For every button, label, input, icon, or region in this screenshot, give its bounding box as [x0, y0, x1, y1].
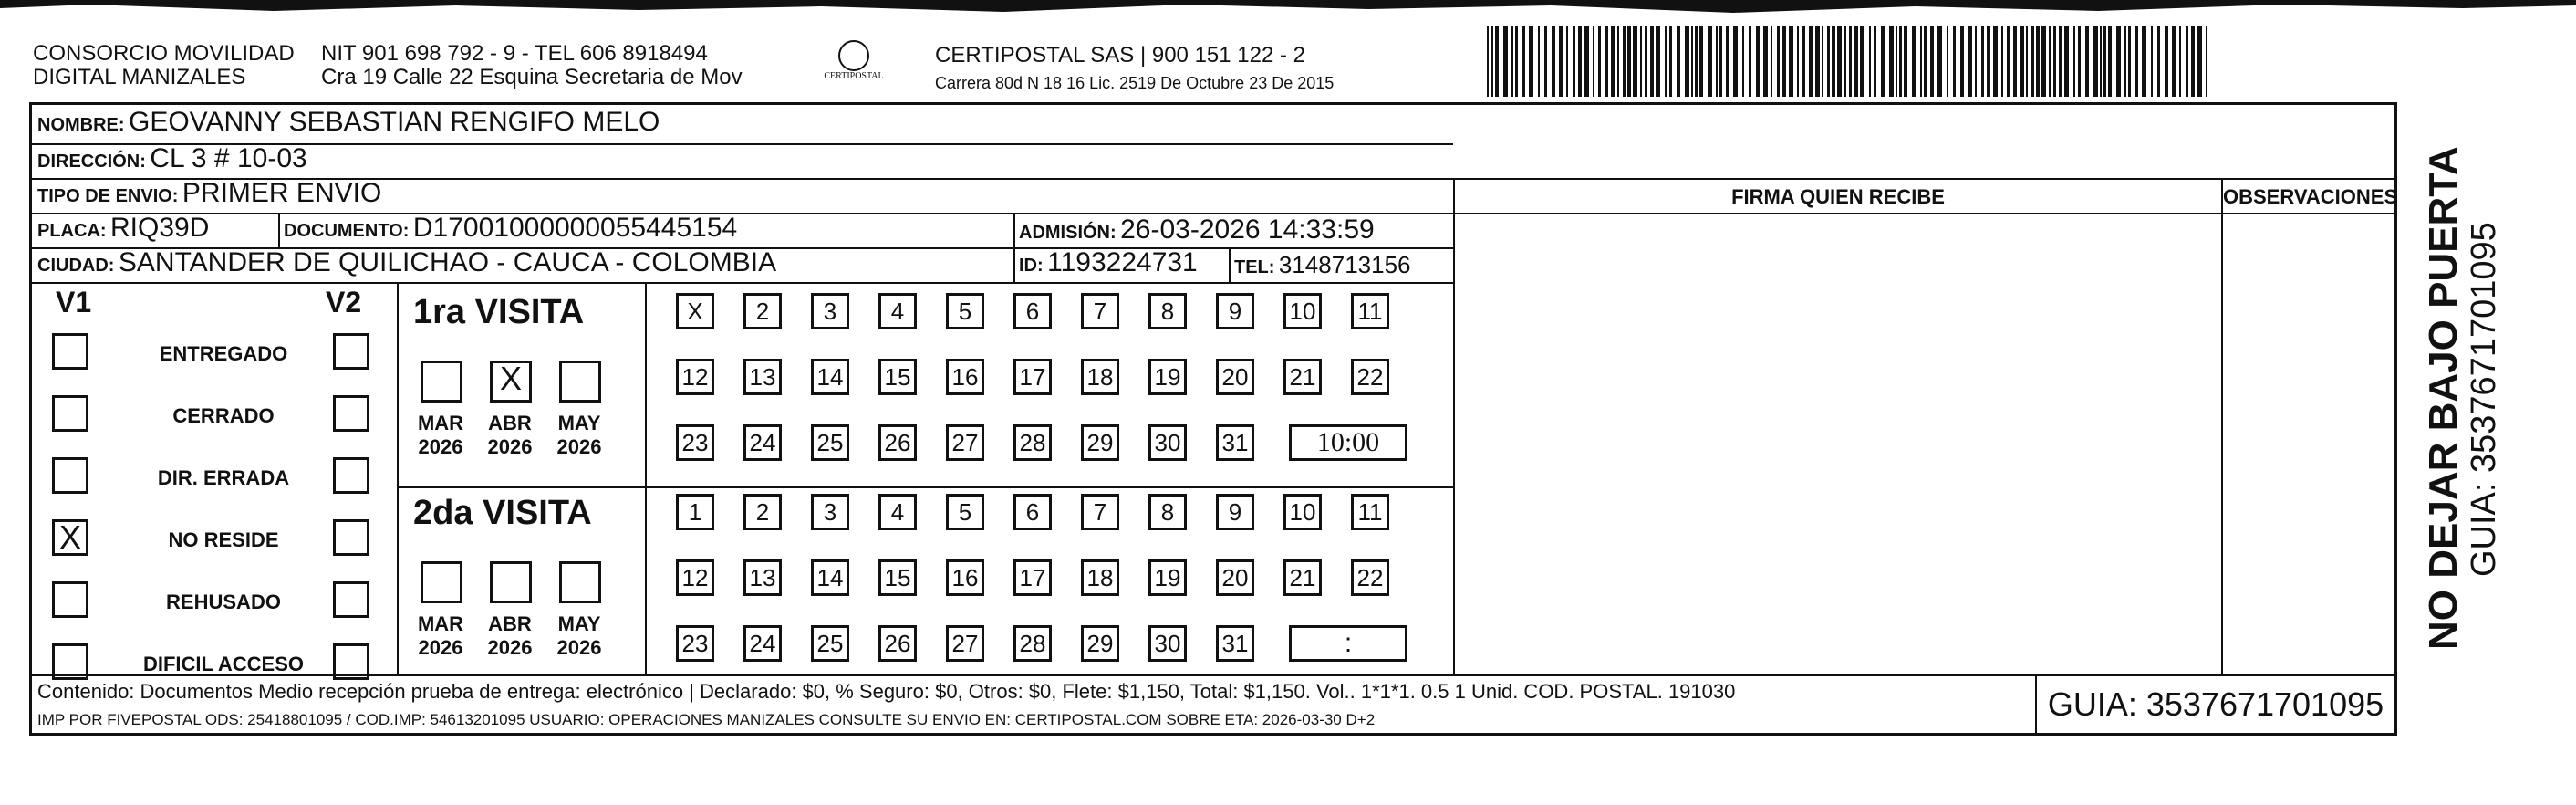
barcode-bar: [1522, 26, 1525, 97]
day-box[interactable]: 16: [946, 559, 984, 596]
v2-checkbox[interactable]: [333, 643, 369, 680]
day-box[interactable]: 23: [676, 625, 714, 662]
day-box[interactable]: 4: [878, 293, 917, 329]
barcode-bar: [1578, 26, 1582, 97]
barcode-bar: [2001, 26, 2003, 97]
barcode-bar: [2031, 26, 2034, 97]
barcode-bar: [2026, 26, 2028, 97]
day-box[interactable]: 9: [1216, 494, 1254, 530]
visit2-time[interactable]: :: [1289, 625, 1407, 662]
barcode-bar: [2013, 26, 2017, 97]
barcode-bar: [2142, 26, 2146, 97]
barcode-bar: [1827, 26, 1830, 97]
month-checkbox[interactable]: [421, 361, 462, 402]
barcode-bar: [1832, 26, 1835, 97]
day-box[interactable]: 29: [1081, 625, 1119, 662]
ciudad-field: [37, 247, 776, 278]
day-box[interactable]: 25: [811, 424, 849, 461]
barcode-bar: [1777, 26, 1780, 97]
month-checkbox[interactable]: [559, 361, 601, 402]
barcode-bar: [1960, 26, 1964, 97]
barcode-bar: [1968, 26, 1972, 97]
barcode-bar: [2085, 26, 2089, 97]
status-label: ENTREGADO: [159, 342, 288, 365]
barcode-bar: [2036, 26, 2040, 97]
month-checkbox[interactable]: [490, 561, 532, 603]
v2-header: V2: [326, 286, 362, 319]
barcode-bar: [1544, 26, 1547, 97]
day-box[interactable]: 23: [676, 424, 714, 461]
barcode-bar: [2206, 26, 2207, 97]
barcode: [1487, 26, 2217, 97]
barcode-bar: [1763, 26, 1768, 97]
barcode-bar: [1623, 26, 1626, 97]
direccion-field: [37, 143, 307, 174]
firma-header: FIRMA QUIEN RECIBE: [1731, 185, 1945, 208]
barcode-bar: [1920, 26, 1922, 97]
month-checkbox[interactable]: [559, 561, 601, 603]
barcode-bar: [1899, 26, 1902, 97]
barcode-bar: [1598, 26, 1601, 97]
direccion-value: CL 3 # 10-03: [150, 143, 307, 173]
month-checkbox[interactable]: [421, 561, 462, 603]
org-line-1: CONSORCIO MOVILIDAD: [33, 41, 295, 66]
v1-checkbox[interactable]: [52, 643, 88, 680]
barcode-bar: [1640, 26, 1642, 97]
v2-checkbox[interactable]: [333, 519, 369, 556]
tipo-envio-value: PRIMER ENVIO: [182, 178, 382, 208]
day-box[interactable]: 18: [1081, 359, 1119, 395]
barcode-bar: [1822, 26, 1823, 97]
barcode-bar: [2059, 26, 2062, 97]
day-box[interactable]: 16: [946, 359, 984, 395]
day-box[interactable]: 11: [1351, 293, 1389, 329]
day-box[interactable]: 31: [1216, 625, 1254, 662]
organization-nit: [321, 42, 743, 89]
status-label: REHUSADO: [166, 591, 281, 613]
barcode-bar: [1491, 26, 1493, 97]
day-box[interactable]: 4: [878, 494, 917, 530]
barcode-bar: [1665, 26, 1667, 97]
status-label: CERRADO: [172, 404, 275, 427]
barcode-bar: [1695, 26, 1698, 97]
day-box[interactable]: 13: [743, 359, 782, 395]
v2-checkbox[interactable]: [333, 333, 369, 370]
barcode-bar: [2197, 26, 2202, 97]
barcode-bar: [2064, 26, 2069, 97]
day-box[interactable]: 10: [1283, 494, 1322, 530]
barcode-bar: [1924, 26, 1927, 97]
v2-checkbox[interactable]: [333, 457, 369, 494]
barcode-bar: [2157, 26, 2160, 97]
day-box[interactable]: 1: [676, 494, 714, 530]
day-box[interactable]: 22: [1351, 359, 1389, 395]
barcode-bar: [2165, 26, 2168, 97]
status-label: DIFICIL ACCESO: [142, 653, 304, 675]
day-box[interactable]: 15: [878, 559, 917, 596]
org-line-2: DIGITAL MANIZALES: [33, 65, 246, 89]
barcode-bar: [2078, 26, 2081, 97]
month-label: ABR 2026: [487, 412, 533, 458]
v1-header: V1: [56, 286, 92, 319]
month-label: MAY 2026: [556, 612, 602, 659]
day-box[interactable]: 19: [1148, 359, 1187, 395]
day-box[interactable]: 28: [1013, 424, 1052, 461]
barcode-bar: [1904, 26, 1907, 97]
barcode-bar: [1529, 26, 1533, 97]
day-box[interactable]: 17: [1013, 559, 1052, 596]
barcode-bar: [1844, 26, 1846, 97]
barcode-bar: [1802, 26, 1805, 97]
barcode-bar: [1889, 26, 1894, 97]
v1-checkbox[interactable]: [52, 395, 88, 432]
barcode-bar: [1538, 26, 1540, 97]
barcode-bar: [1869, 26, 1871, 97]
barcode-bar: [2093, 26, 2098, 97]
barcode-bar: [1749, 26, 1751, 97]
tel-label: TEL:: [1234, 257, 1275, 277]
day-box[interactable]: 11: [1351, 494, 1389, 530]
delivery-form: [29, 102, 2397, 736]
carrier-line-1: CERTIPOSTAL SAS | 900 151 122 - 2: [935, 43, 1305, 68]
observaciones-header: OBSERVACIONES: [2223, 185, 2398, 208]
v2-checkbox[interactable]: [333, 581, 369, 618]
v2-checkbox[interactable]: [333, 395, 369, 432]
day-box[interactable]: 25: [811, 625, 849, 662]
day-box[interactable]: 21: [1283, 359, 1322, 395]
barcode-bar: [1742, 26, 1744, 97]
barcode-bar: [1771, 26, 1772, 97]
barcode-bar: [1573, 26, 1575, 97]
month-label: MAR 2026: [417, 612, 464, 659]
barcode-bar: [1566, 26, 1568, 97]
barcode-bar: [1503, 26, 1508, 97]
day-box[interactable]: 5: [946, 293, 984, 329]
barcode-bar: [1677, 26, 1680, 97]
barcode-bar: [1782, 26, 1786, 97]
barcode-bar: [2041, 26, 2046, 97]
barcode-bar: [2116, 26, 2121, 97]
day-box[interactable]: 19: [1148, 559, 1187, 596]
barcode-bar: [2135, 26, 2138, 97]
day-box[interactable]: 28: [1013, 625, 1052, 662]
nit-line-2: Cra 19 Calle 22 Esquina Secretaria de Mov: [321, 65, 743, 89]
barcode-bar: [1691, 26, 1693, 97]
barcode-bar: [1552, 26, 1555, 97]
barcode-bar: [1993, 26, 1998, 97]
day-box[interactable]: 30: [1148, 424, 1187, 461]
side-guia: GUIA: 3537671701095: [2465, 222, 2503, 577]
day-box[interactable]: 22: [1351, 559, 1389, 596]
barcode-bar: [2100, 26, 2102, 97]
barcode-bar: [1797, 26, 1799, 97]
barcode-bar: [1699, 26, 1703, 97]
tipo-envio-field: [37, 178, 381, 209]
organization-name: [33, 42, 295, 89]
barcode-bar: [1559, 26, 1563, 97]
day-box[interactable]: X: [676, 293, 714, 329]
barcode-bar: [2049, 26, 2051, 97]
barcode-bar: [1930, 26, 1934, 97]
day-box[interactable]: 20: [1216, 559, 1254, 596]
admision-field: [1019, 214, 1375, 246]
barcode-bar: [1584, 26, 1589, 97]
day-box[interactable]: 27: [946, 424, 984, 461]
visit1-time[interactable]: 10:00: [1289, 424, 1407, 461]
barcode-bar: [1953, 26, 1956, 97]
barcode-bar: [1716, 26, 1718, 97]
barcode-bar: [2020, 26, 2024, 97]
barcode-bar: [1756, 26, 1760, 97]
month-label: ABR 2026: [487, 612, 533, 659]
barcode-bar: [2108, 26, 2112, 97]
barcode-bar: [1987, 26, 1990, 97]
barcode-bar: [1981, 26, 1984, 97]
carrier-line-2: Carrera 80d N 18 16 Lic. 2519 De Octubre 23 De 2015: [935, 74, 1335, 92]
tel-field: [1234, 251, 1411, 279]
barcode-bar: [1881, 26, 1885, 97]
day-box[interactable]: 7: [1081, 293, 1119, 329]
nombre-label: NOMBRE:: [37, 115, 125, 135]
barcode-bar: [1789, 26, 1793, 97]
day-box[interactable]: 12: [676, 559, 714, 596]
barcode-bar: [1685, 26, 1689, 97]
documento-label: DOCUMENTO:: [284, 221, 410, 241]
day-box[interactable]: 14: [811, 359, 849, 395]
barcode-bar: [2007, 26, 2010, 97]
nombre-value: GEOVANNY SEBASTIAN RENGIFO MELO: [129, 107, 660, 137]
barcode-bar: [1633, 26, 1637, 97]
barcode-bar: [2179, 26, 2181, 97]
barcode-bar: [1837, 26, 1842, 97]
barcode-bar: [1815, 26, 1820, 97]
day-box[interactable]: 26: [878, 424, 917, 461]
day-box[interactable]: 31: [1216, 424, 1254, 461]
day-box[interactable]: 2: [743, 494, 782, 530]
barcode-bar: [1650, 26, 1654, 97]
day-box[interactable]: 21: [1283, 559, 1322, 596]
day-box[interactable]: 9: [1216, 293, 1254, 329]
day-box[interactable]: 2: [743, 293, 782, 329]
barcode-bar: [1669, 26, 1672, 97]
barcode-bar: [1487, 26, 1489, 97]
carrier-info: [935, 42, 1334, 97]
v1-checkbox[interactable]: X: [52, 519, 88, 556]
barcode-bar: [2124, 26, 2126, 97]
barcode-bar: [1849, 26, 1852, 97]
direccion-label: DIRECCIÓN:: [37, 152, 146, 172]
day-box[interactable]: 6: [1013, 293, 1052, 329]
footer-content: Contenido: Documentos Medio recepción prueba de entrega: electrónico | Declarado: $0, % Seguro: $0, Otros: $0, Flete: $1,150, Total: $1,150. Vol.. 1*1*1. 0.5 1 Unid. COD. POSTAL. 191030: [37, 680, 1736, 703]
admision-label: ADMISIÓN:: [1019, 223, 1117, 243]
tel-value: 3148713156: [1278, 251, 1411, 278]
day-box[interactable]: 3: [811, 494, 849, 530]
month-label: MAY 2026: [556, 412, 602, 458]
barcode-bar: [2172, 26, 2176, 97]
nit-line-1: NIT 901 698 792 - 9 - TEL 606 8918494: [321, 41, 708, 66]
barcode-bar: [1656, 26, 1660, 97]
barcode-bar: [1896, 26, 1897, 97]
day-box[interactable]: 17: [1013, 359, 1052, 395]
barcode-bar: [1947, 26, 1948, 97]
barcode-bar: [1874, 26, 1876, 97]
placa-value: RIQ39D: [110, 213, 210, 243]
v1-checkbox[interactable]: [52, 457, 88, 494]
day-box[interactable]: 13: [743, 559, 782, 596]
day-box[interactable]: 18: [1081, 559, 1119, 596]
day-box[interactable]: 3: [811, 293, 849, 329]
barcode-bar: [1511, 26, 1513, 97]
day-box[interactable]: 27: [946, 625, 984, 662]
barcode-bar: [1719, 26, 1722, 97]
barcode-bar: [1515, 26, 1518, 97]
status-label: DIR. ERRADA: [157, 466, 290, 489]
ciudad-label: CIUDAD:: [37, 256, 115, 276]
ciudad-value: SANTANDER DE QUILICHAO - CAUCA - COLOMBIA: [118, 247, 777, 277]
barcode-bar: [1495, 26, 1499, 97]
barcode-bar: [1605, 26, 1608, 97]
documento-value: D17001000000055445154: [412, 213, 738, 243]
v1-checkbox[interactable]: [52, 333, 88, 370]
day-box[interactable]: 14: [811, 559, 849, 596]
barcode-bar: [1937, 26, 1942, 97]
visit1-title: 1ra VISITA: [413, 293, 585, 331]
barcode-bar: [1611, 26, 1615, 97]
barcode-bar: [1809, 26, 1813, 97]
barcode-bar: [1627, 26, 1631, 97]
visit2-title: 2da VISITA: [413, 494, 592, 532]
v1-checkbox[interactable]: [52, 581, 88, 618]
day-box[interactable]: 30: [1148, 625, 1187, 662]
barcode-bar: [2073, 26, 2075, 97]
day-box[interactable]: 15: [878, 359, 917, 395]
barcode-bar: [2191, 26, 2195, 97]
certipostal-logo: [816, 40, 891, 95]
placa-label: PLACA:: [37, 221, 107, 241]
logo-text: CERTIPOSTAL: [824, 71, 884, 81]
admision-value: 26-03-2026 14:33:59: [1120, 214, 1375, 245]
barcode-bar: [1645, 26, 1647, 97]
day-box[interactable]: 12: [676, 359, 714, 395]
day-box[interactable]: 8: [1148, 494, 1187, 530]
barcode-bar: [1617, 26, 1619, 97]
barcode-bar: [2103, 26, 2106, 97]
month-label: MAR 2026: [417, 412, 464, 458]
barcode-bar: [1733, 26, 1738, 97]
tipo-envio-label: TIPO DE ENVIO:: [37, 186, 179, 206]
day-box[interactable]: 5: [946, 494, 984, 530]
day-box[interactable]: 7: [1081, 494, 1119, 530]
torn-edge: [0, 0, 2576, 20]
day-box[interactable]: 24: [743, 625, 782, 662]
status-label: NO RESIDE: [168, 528, 279, 551]
day-box[interactable]: 20: [1216, 359, 1254, 395]
barcode-bar: [2151, 26, 2153, 97]
nombre-field: [37, 107, 660, 138]
barcode-bar: [1726, 26, 1729, 97]
barcode-bar: [1593, 26, 1594, 97]
day-box[interactable]: 24: [743, 424, 782, 461]
observations-area[interactable]: [2225, 216, 2393, 671]
month-checkbox[interactable]: X: [490, 361, 532, 402]
footer-guia: GUIA: 3537671701095: [2047, 685, 2384, 723]
id-field: [1019, 247, 1198, 278]
barcode-bar: [1975, 26, 1977, 97]
barcode-bar: [1912, 26, 1916, 97]
day-box[interactable]: 10: [1283, 293, 1322, 329]
side-warning: NO DEJAR BAJO PUERTA: [2421, 146, 2466, 650]
day-box[interactable]: 29: [1081, 424, 1119, 461]
barcode-bar: [2128, 26, 2131, 97]
barcode-bar: [1860, 26, 1864, 97]
barcode-bar: [2186, 26, 2188, 97]
id-label: ID:: [1019, 256, 1044, 276]
footer-print-info: IMP POR FIVEPOSTAL ODS: 25418801095 / COD.IMP: 54613201095 USUARIO: OPERACIONES MANIZALES CONSULTE SU ENVIO EN: CERTIPOSTAL.COM SOBRE ETA: 2026-03-30 D+2: [37, 711, 1376, 728]
barcode-bar: [2053, 26, 2056, 97]
placa-field: [37, 213, 209, 244]
signature-area[interactable]: [1457, 216, 2218, 671]
day-box[interactable]: 26: [878, 625, 917, 662]
day-box[interactable]: 6: [1013, 494, 1052, 530]
documento-field: [284, 213, 737, 244]
barcode-bar: [1854, 26, 1858, 97]
barcode-bar: [1708, 26, 1712, 97]
day-box[interactable]: 8: [1148, 293, 1187, 329]
id-value: 1193224731: [1047, 247, 1198, 277]
